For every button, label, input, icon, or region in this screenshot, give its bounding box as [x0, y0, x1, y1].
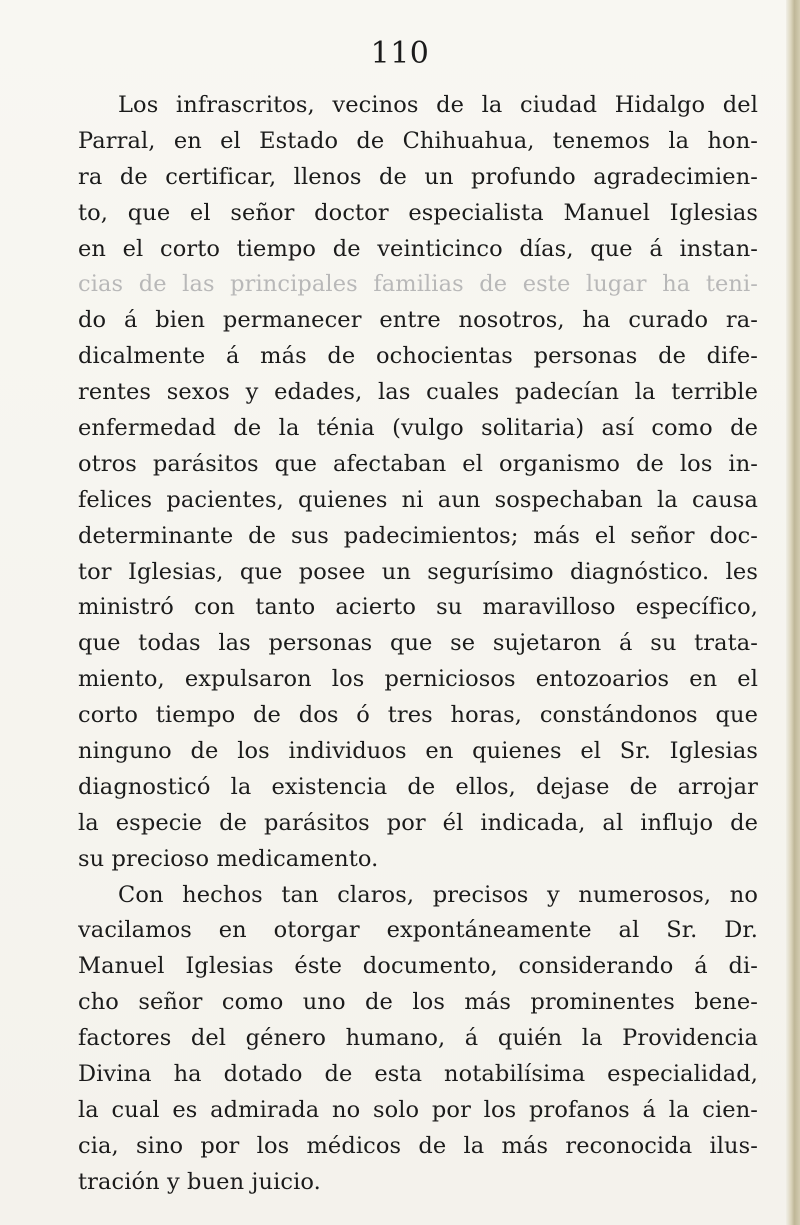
text-line: ra de certificar, llenos de un profundo agradecimien-: [78, 163, 758, 190]
text-line: do á bien permanecer entre nosotros, ha curado ra-: [78, 307, 758, 334]
text-line: rentes sexos y edades, las cuales padecían la terrible: [78, 379, 758, 406]
text-line: determinante de sus padecimientos; más el señor doc-: [78, 522, 758, 549]
text-line: miento, expulsaron los perniciosos entozoarios en el: [78, 666, 758, 693]
text-line: vacilamos en otorgar expontáneamente al Sr. Dr.: [78, 917, 758, 944]
text-line: otros parásitos que afectaban el organismo de los in-: [78, 450, 758, 477]
text-line: ninguno de los individuos en quienes el Sr. Iglesias: [78, 738, 758, 765]
body-text: [78, 88, 758, 1201]
paragraph-2: [78, 878, 758, 1201]
text-line: to, que el señor doctor especialista Manuel Iglesias: [78, 199, 758, 226]
text-line: cho señor como uno de los más prominentes bene-: [78, 989, 758, 1016]
text-line: diagnosticó la existencia de ellos, dejase de arrojar: [78, 773, 758, 800]
text-line: Parral, en el Estado de Chihuahua, tenemos la hon-: [78, 127, 758, 154]
text-line: felices pacientes, quienes ni aun sospechaban la causa: [78, 486, 758, 513]
text-line: Manuel Iglesias éste documento, considerando á di-: [78, 953, 758, 980]
page-edge: [786, 0, 800, 1225]
text-line: Divina ha dotado de esta notabilísima especialidad,: [78, 1061, 758, 1088]
text-line: tor Iglesias, que posee un segurísimo diagnóstico. les: [78, 558, 758, 585]
text-line: dicalmente á más de ochocientas personas de dife-: [78, 343, 758, 370]
text-line: Con hechos tan claros, precisos y numerosos, no: [118, 881, 758, 908]
text-line: cias de las principales familias de este lugar ha teni-: [78, 271, 758, 298]
text-line: tración y buen juicio.: [78, 1168, 321, 1195]
text-line: Los infrascritos, vecinos de la ciudad Hidalgo del: [118, 92, 758, 118]
page-number: 110: [370, 36, 430, 71]
text-line: en el corto tiempo de veinticinco días, que á instan-: [78, 235, 758, 262]
text-line: ministró con tanto acierto su maravilloso específico,: [78, 594, 758, 621]
text-line: enfermedad de la ténia (vulgo solitaria) así como de: [78, 415, 758, 442]
text-line: la especie de parásitos por él indicada, al influjo de: [78, 809, 758, 836]
paragraph-1: [78, 88, 758, 878]
text-line: corto tiempo de dos ó tres horas, constándonos que: [78, 702, 758, 729]
text-line: su precioso medicamento.: [78, 845, 379, 872]
text-line: que todas las personas que se sujetaron á su trata-: [78, 630, 758, 657]
text-line: la cual es admirada no solo por los profanos á la cien-: [78, 1096, 758, 1123]
text-line: cia, sino por los médicos de la más reconocida ilus-: [78, 1132, 758, 1159]
text-line: factores del género humano, á quién la Providencia: [78, 1025, 758, 1052]
